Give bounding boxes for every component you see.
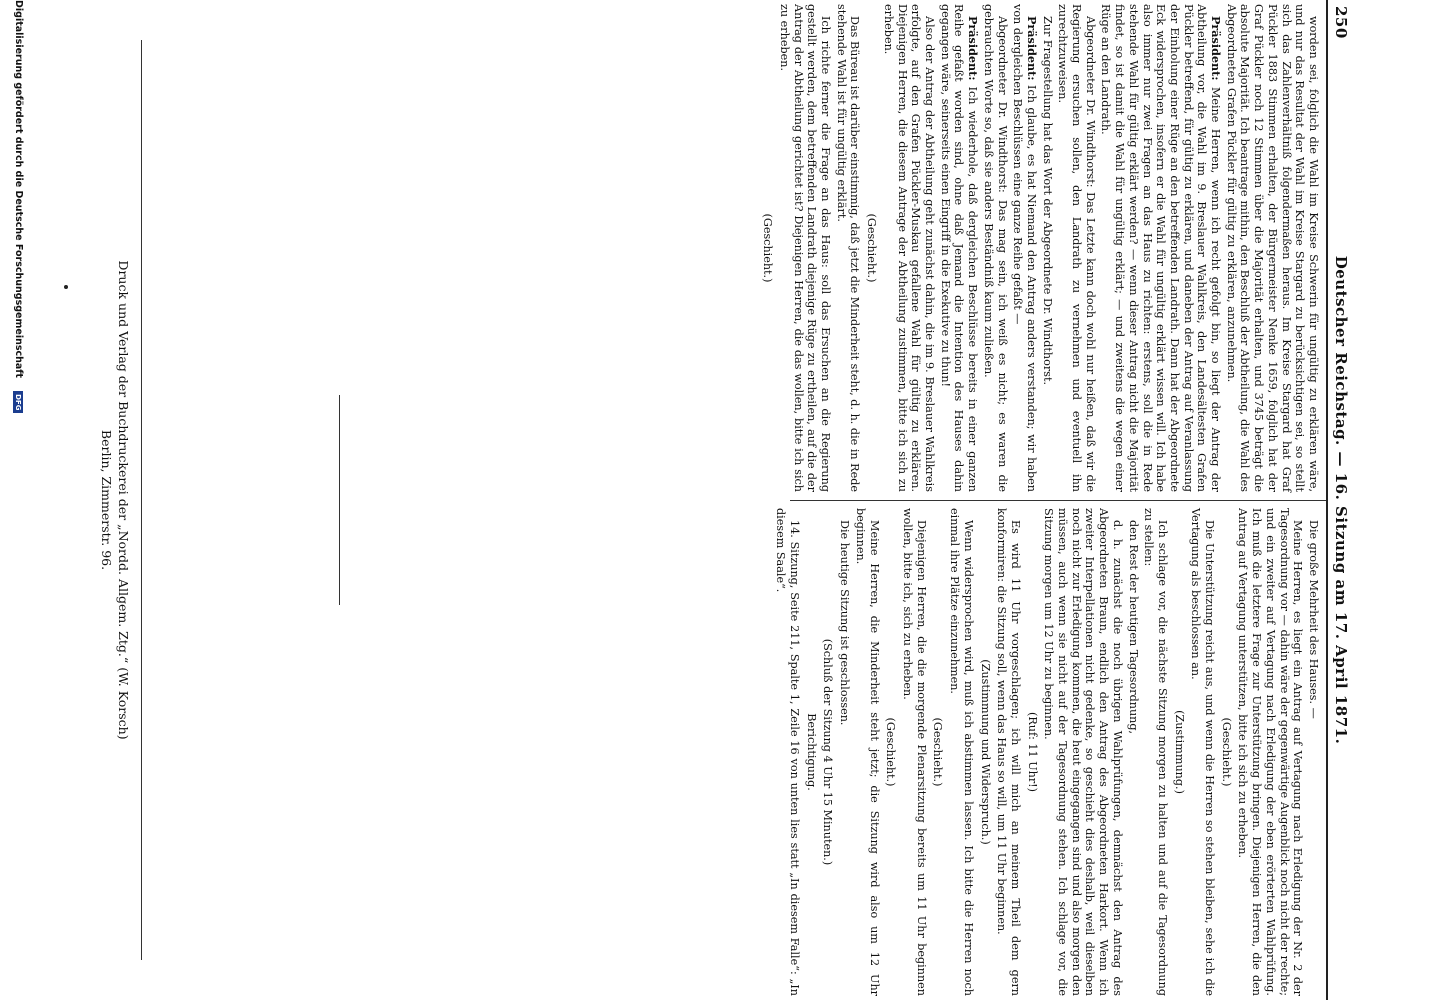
paragraph: Die heutige Sitzung ist geschlossen. xyxy=(838,520,852,726)
dfg-logo-icon: DFG xyxy=(14,391,24,413)
stage-direction: (Geschieht.) xyxy=(1219,717,1233,787)
header-rule xyxy=(1326,0,1328,1000)
stage-direction: (Geschieht.) xyxy=(865,213,879,283)
paragraph: 14. Sitzung, Seite 211, Spalte 1, Zeile 16 von unten lies statt „In diesem Falle“: „In diesem Saale“. xyxy=(774,508,802,996)
stage-direction: (Ruf: 11 Uhr!) xyxy=(1025,711,1039,793)
paragraph: Die große Mehrheit des Hauses. — xyxy=(1307,520,1320,719)
paragraph: Die Unterstützung reicht aus, und wenn die Herren so stehen bleiben, sehe ich die Vertagung als beschlossen an. xyxy=(1189,508,1217,996)
speaker-label: Präsident: xyxy=(1024,16,1039,81)
paragraph: Diejenigen Herren, die die morgende Plenarsitzung bereits um 11 Uhr beginnen wollen, bitte ich, sich zu erheben. xyxy=(901,508,928,996)
paragraph: d. h. zunächst die noch übrigen Wahlprüfungen, demnächst den Antrag des Abgeordneten Braun, endlich den Antrag des Abgeordneten Harkort. Wenn ich zweiter Interpellationen nicht gedenke, so geschieht dies deshalb, weil dieselben noch nicht zur Erledigung kommen, die heut eingegangen sind und also morgen den müssen, auch wenn sie nicht auf der Tagesordnung stehen. Ich schlage vor, die Sitzung morgen um 12 Uhr zu beginnen. xyxy=(1042,508,1124,996)
digitization-text: Digitalisierung gefördert durch die Deutsche Forschungsgemeinschaft xyxy=(13,0,24,378)
stage-direction: (Zustimmung.) xyxy=(1172,710,1186,794)
page-number: 250 xyxy=(1332,6,1350,39)
imprint-line-1: Druck und Verlag der Buchdruckerei der „Nordd. Allgem. Ztg.“ (W. Korsch) xyxy=(116,260,131,740)
stage-direction: (Geschieht.) xyxy=(884,717,898,787)
section-rule xyxy=(339,395,340,605)
paragraph: Es wird 11 Uhr vorgeschlagen; ich will mich an meinem Theil dem gern konformiren: die Sitzung soll, wenn das Haus so will, um 11 Uhr beginnen. xyxy=(995,508,1022,996)
imprint-footer xyxy=(98,0,132,1000)
paragraph: Das Büreau ist darüber einstimmig, daß jetzt die Minderheit steht, d. h. die in Rede stehende Wahl ist für ungültig erklärt. xyxy=(834,4,862,492)
stage-direction: (Schluß der Sitzung 4 Uhr 15 Minuten.) xyxy=(821,638,835,866)
stage-direction: (Geschieht.) xyxy=(931,717,945,787)
paragraph xyxy=(938,4,979,492)
imprint-line-2: Berlin, Zimmerstr. 96. xyxy=(99,429,114,571)
ink-speck xyxy=(64,285,68,289)
right-column xyxy=(774,508,1320,996)
digitization-note xyxy=(13,0,24,1000)
column-divider xyxy=(790,500,1326,501)
running-title: Deutscher Reichstag. — 16. Sitzung am 17. April 1871. xyxy=(1332,255,1350,745)
stage-direction: (Geschieht.) xyxy=(761,213,775,283)
paragraph: Abgeordneter Dr. Windthorst: Das mag sein, ich weiß es nicht; es waren die gebrauchten Worte so, daß sie anders Beständniß kaum zuließen. xyxy=(981,4,1009,492)
paragraph: Zur Fragestellung hat das Wort der Abgeordnete Dr. Windthorst. xyxy=(1040,16,1054,385)
paragraph-text: Ich glaube, es hat Niemand den Antrag anders verstanden; wir haben von dergleichen Beschlüssen eine ganze Reihe gefaßt — xyxy=(1011,4,1038,492)
running-header xyxy=(1328,0,1350,1000)
paragraph: Meine Herren, die Minderheit steht jetzt; die Sitzung wird also um 12 Uhr beginnen. xyxy=(853,508,881,996)
stage-direction: (Zustimmung und Widerspruch.) xyxy=(978,659,992,845)
left-column xyxy=(761,4,1320,493)
speaker-label: Präsident: xyxy=(1209,16,1224,81)
paragraph: Meine Herren, es liegt ein Antrag auf Vertagung nach Erledigung der Nr. 2 der Tagesordnung vor — dahin wäre der gegenwärtige Augenblick noch nicht der rechte; und ein zweiter auf Vertagung nach Erledigung der eben erörterten Wahlprüfung. Ich muß die letztere Frage zur Unterstützung bringen. Diejenigen Herren, die den Antrag auf Vertagung unterstützen, bitte ich sich zu erheben. xyxy=(1236,508,1305,996)
paragraph: Ich schlage vor, die nächste Sitzung morgen zu halten und auf die Tagesordnung zu stellen: xyxy=(1142,508,1169,996)
paragraph xyxy=(1011,4,1038,492)
speaker-label: Präsident: xyxy=(966,16,981,81)
paragraph xyxy=(1099,4,1222,492)
paragraph: den Rest der heutigen Tagesordnung, xyxy=(1126,520,1140,735)
stage-direction: Berichtigung. xyxy=(804,713,818,791)
paragraph-text: Ich wiederhole, daß dergleichen Beschlüsse bereits in einer ganzen Reihe gefaßt worden sind, ohne daß Jemand die Intention des Hauses dahin gegangen wäre, seinerseits einen Eingriff in die Exekutive zu thun! xyxy=(938,4,980,492)
paragraph: Ich richte ferner die Frage an das Haus: soll das Ersuchen an die Regierung gestellt werden, dem betreffenden Landrath diejenige Rüge zu ertheilen, auf die der Antrag der Abtheilung gerichtet ist? Diejenigen Herren, die das wollen, bitte ich sich zu erheben. xyxy=(777,4,833,492)
paragraph: Also der Antrag der Abtheilung geht zunächst dahin, die im 9. Breslauer Wahlkreis erfolgte, auf den Grafen Pückler-Muskau gefallene Wahl für gültig zu erklären. Diejenigen Herren, die diesem Antrage der Abtheilung zustimmen, bitte ich sich zu erheben. xyxy=(881,4,937,492)
footer-rule xyxy=(141,40,142,960)
paragraph-text: Meine Herren, wenn ich recht gefolgt bin, so liegt der Antrag der Abtheilung vor, die Wahl im 9. Breslauer Wahlkreis, den Landesältesten Grafen Pückler betreffend, für gültig zu erklären, und daneben der Antrag auf Veranlassung der Einholung einer Rüge an den betreffenden Landrath. Dann hat der Abgeordnete Eck widersprochen, insofern er die Wahl für ungültig erklärt wissen will. Ich habe also immer nur zwei Fragen an das Haus zu richten: erstens, soll die in Rede stehende Wahl für gültig erklärt werden? — wenn dieser Antrag nicht die Majorität findet, so ist damit die Wahl für ungültig erklärt; — und zweitens die wegen einer Rüge an den Landrath. xyxy=(1099,4,1223,493)
paragraph: worden sei, folglich die Wahl im Kreise Schwerin für ungültig zu erklären wäre, und nur das Resultat der Wahl im Kreise Stargard zu berücksichtigen sei, so stellt sich das Zahlenverhältniß folgendermaßen heraus. Im Kreise Stargard hat Graf Pückler 1883 Stimmen erhalten, der Bürgermeister Nenke 1659, folglich hat der Graf Pückler noch 12 Stimmen über die Majorität erhalten, und 3745 beträgt die absolute Majorität. Ich beantrage mithin, den Beschluß der Abtheilung, die Wahl des Abgeordneten Grafen Pückler für gültig zu erklären, anzunehmen. xyxy=(1224,4,1320,492)
paragraph: Abgeordneter Dr. Windthorst: Das Letzte kann doch wohl nur heißen, daß wir die Regierung ersuchen sollen, den Landrath zu vernehmen und eventuell ihn zurechtzuweisen. xyxy=(1056,4,1097,492)
paragraph: Wenn widersprochen wird, muß ich abstimmen lassen. Ich bitte die Herren noch einmal ihre Plätze einzunehmen. xyxy=(948,508,975,996)
